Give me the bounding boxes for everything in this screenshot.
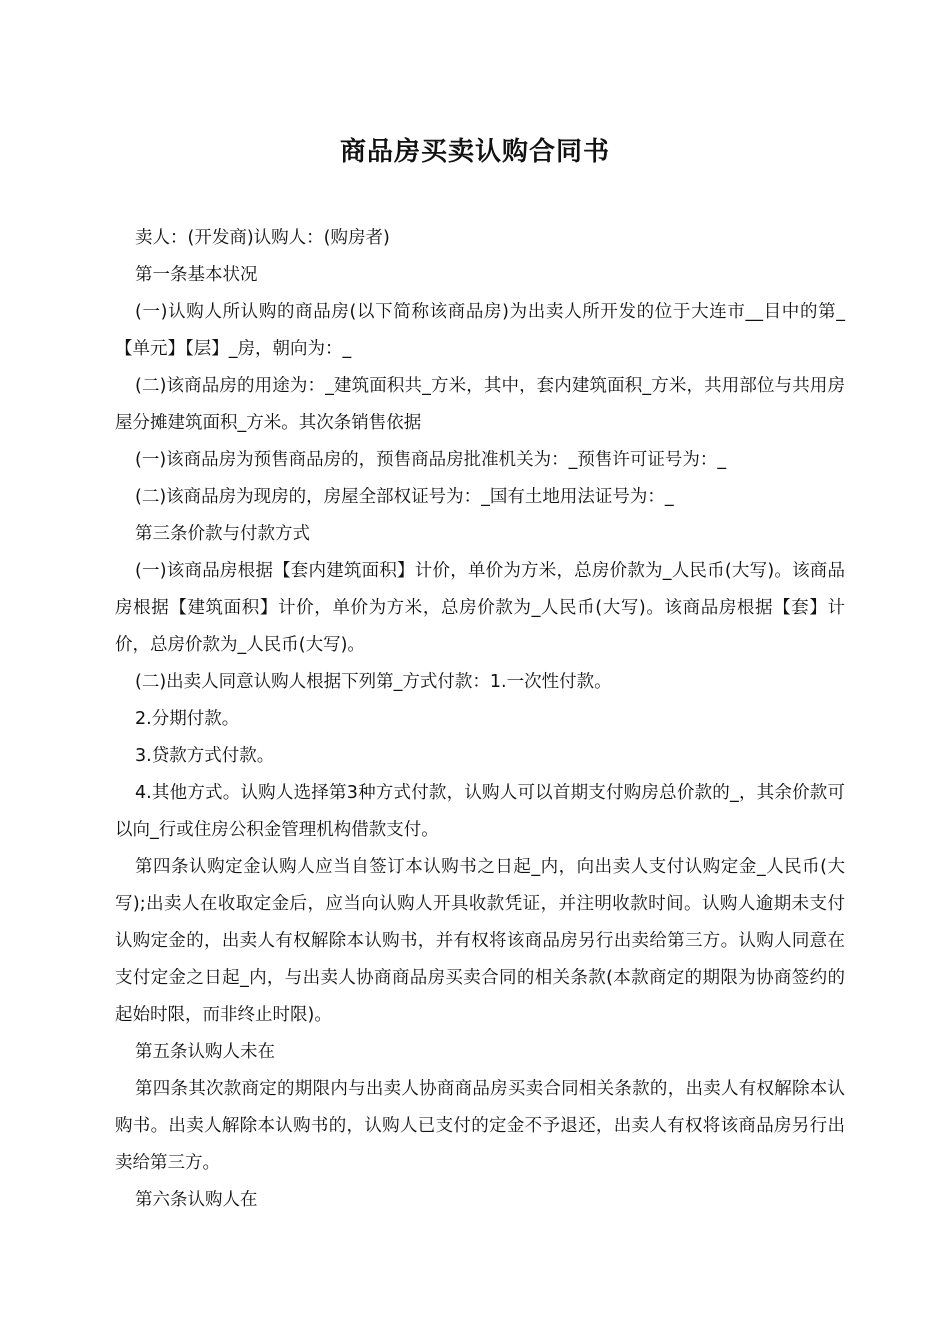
document-title: 商品房买卖认购合同书	[339, 137, 610, 167]
paragraph-1-1: (一)认购人所认购的商品房(以下简称该商品房)为出卖人所开发的位于大连市__目中的第_【单元】【层】_房，朝向为：_	[115, 302, 845, 359]
paragraph-parties: 卖人：(开发商)认购人：(购房者)	[135, 228, 390, 248]
document-body	[115, 220, 845, 1219]
paragraph-3-1: (一)该商品房根据【套内建筑面积】计价，单价为方米，总房价款为_人民币(大写)。该商品房根据【建筑面积】计价，单价为方米，总房价款为_人民币(大写)。该商品房根据【套】计价，总房价款为_人民币(大写)。	[115, 561, 845, 655]
paragraph-1-2: (二)该商品房的用途为：_建筑面积共_方米，其中，套内建筑面积_方米，共用部位与共用房屋分摊建筑面积_方米。其次条销售依据	[115, 376, 845, 433]
paragraph-2-2: (二)该商品房为现房的，房屋全部权证号为：_国有土地用法证号为：_	[135, 487, 674, 507]
paragraph-article-4: 第四条认购定金认购人应当自签订本认购书之日起_内，向出卖人支付认购定金_人民币(大写);出卖人在收取定金后，应当向认购人开具收款凭证，并注明收款时间。认购人逾期未支付认购定金的，出卖人有权解除本认购书，并有权将该商品房另行出卖给第三方。认购人同意在支付定金之日起_内，与出卖人协商商品房买卖合同的相关条款(本款商定的期限为协商签约的起始时限，而非终止时限)。	[115, 857, 845, 1025]
paragraph-3-2-option-3: 3.贷款方式付款。	[135, 746, 275, 766]
paragraph-article-5-heading: 第五条认购人未在	[135, 1042, 275, 1062]
paragraph-article-1-heading: 第一条基本状况	[135, 265, 258, 285]
paragraph-2-1: (一)该商品房为预售商品房的，预售商品房批准机关为：_预售许可证号为：_	[135, 450, 727, 470]
paragraph-3-2: (二)出卖人同意认购人根据下列第_方式付款：1.一次性付款。	[135, 672, 612, 692]
paragraph-article-5-body: 第四条其次款商定的期限内与出卖人协商商品房买卖合同相关条款的，出卖人有权解除本认购书。出卖人解除本认购书的，认购人已支付的定金不予退还，出卖人有权将该商品房另行出卖给第三方。	[115, 1079, 845, 1173]
paragraph-article-3-heading: 第三条价款与付款方式	[135, 524, 310, 544]
paragraph-3-2-option-2: 2.分期付款。	[135, 709, 240, 729]
paragraph-article-6-heading: 第六条认购人在	[135, 1190, 258, 1210]
paragraph-3-2-option-4: 4.其他方式。认购人选择第3种方式付款，认购人可以首期支付购房总价款的_，其余价款可以向_行或住房公积金管理机构借款支付。	[115, 783, 845, 840]
